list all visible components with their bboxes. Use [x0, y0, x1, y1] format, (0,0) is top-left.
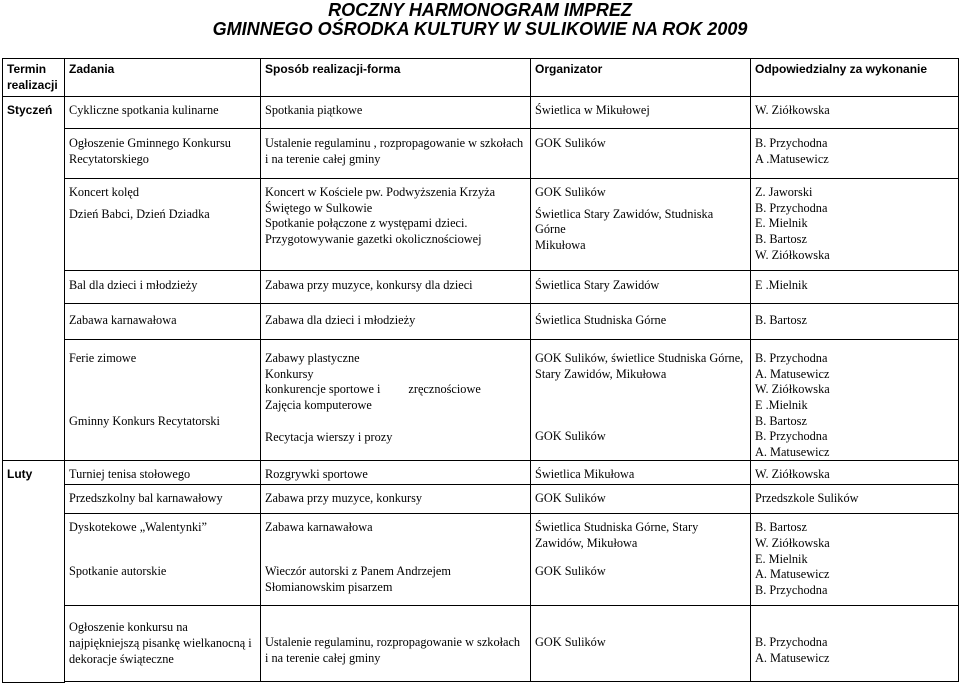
responsible-name: W. Ziółkowska [755, 382, 830, 397]
task-cell: Ogłoszenie konkursu na najpiękniejszą pisankę wielkanocną i dekoracje świąteczne [65, 606, 261, 682]
method-text: Spotkanie połączone z występami dzieci. Przygotowywanie gazetki okolicznościowej [265, 216, 482, 246]
organizer-cell: Świetlica Mikułowa [531, 461, 751, 485]
responsible-name: B. Bartosz [755, 520, 807, 535]
table-row [3, 129, 959, 179]
responsible-cell [751, 514, 959, 606]
task-cell: Zabawa karnawałowa [65, 304, 261, 340]
method-text: Zabawa karnawałowa [265, 520, 373, 535]
method-cell: Zabawa przy muzyce, konkursy dla dzieci [261, 271, 531, 304]
responsible-name: W. Ziółkowska [755, 535, 830, 550]
header-odpowiedzialny: Odpowiedzialny za wykonanie [751, 59, 959, 97]
responsible-name: A. Matusewicz [755, 567, 830, 582]
responsible-name: B. Bartosz [755, 413, 807, 428]
responsible-name: A. Matusewicz [755, 366, 830, 381]
organizer-cell: Świetlica Stary Zawidów [531, 271, 751, 304]
responsible-cell: B. Bartosz [751, 304, 959, 340]
responsible-name: Z. Jaworski [755, 185, 813, 200]
task-text: Koncert kolęd [69, 185, 139, 200]
method-text: Koncert w Kościele pw. Podwyższenia Krzyża Świętego w Sulkowie [265, 185, 496, 215]
method-text: Recytacja wierszy i prozy [265, 429, 393, 444]
page-title: ROCZNY HARMONOGRAM IMPREZ [328, 0, 632, 20]
task-text: Dzień Babci, Dzień Dziadka [69, 206, 210, 221]
method-text [265, 382, 526, 398]
task-cell: Bal dla dzieci i młodzieży [65, 271, 261, 304]
method-text: Konkursy [265, 366, 314, 381]
responsible-cell [751, 606, 959, 682]
organizer-cell [531, 340, 751, 461]
table-row [3, 304, 959, 340]
responsible-name: B. Przychodna [755, 429, 828, 444]
method-text: konkurencje sportowe i [265, 382, 381, 397]
header-organizator: Organizator [531, 59, 751, 97]
organizer-cell: GOK Sulików [531, 485, 751, 514]
method-cell: Rozgrywki sportowe [261, 461, 531, 485]
organizer-cell: GOK Sulików [531, 606, 751, 682]
organizer-cell: Świetlica w Mikułowej [531, 97, 751, 129]
table-row [3, 461, 959, 485]
responsible-name: A. Matusewicz [755, 650, 830, 665]
method-cell [261, 179, 531, 271]
method-text: zręcznościowe [408, 382, 481, 397]
page-subtitle: GMINNEGO OŚRODKA KULTURY W SULIKOWIE NA ROK 2009 [212, 19, 748, 39]
responsible-cell: W. Ziółkowska [751, 461, 959, 485]
table-row [3, 485, 959, 514]
responsible-name: A. Matusewicz [755, 444, 830, 459]
organizer-text: GOK Sulików [535, 429, 606, 444]
organizer-text: GOK Sulików [535, 563, 606, 578]
organizer-text: Świetlica Stary Zawidów, Studniska Górne [535, 206, 714, 237]
header-termin: Termin realizacji [3, 59, 65, 97]
method-cell [261, 514, 531, 606]
responsible-name: B. Przychodna [755, 136, 828, 151]
table-row [3, 97, 959, 129]
method-cell [261, 340, 531, 461]
responsible-name: B. Przychodna [755, 351, 828, 366]
method-text: Wieczór autorski z Panem Andrzejem Słomianowskim pisarzem [265, 563, 451, 594]
task-cell: Cykliczne spotkania kulinarne [65, 97, 261, 129]
responsible-name: A .Matusewicz [755, 151, 829, 166]
responsible-name: B. Przychodna [755, 635, 828, 650]
header-sposob: Sposób realizacji-forma [261, 59, 531, 97]
task-cell [65, 179, 261, 271]
responsible-name: B. Bartosz [755, 231, 807, 246]
organizer-text: GOK Sulików, świetlice Studniska Górne, Stary Zawidów, Mikułowa [535, 351, 744, 381]
task-cell: Ogłoszenie Gminnego Konkursu Recytatorskiego [65, 129, 261, 179]
task-text: Dyskotekowe „Walentynki” [69, 520, 207, 535]
responsible-name: B. Przychodna [755, 582, 828, 597]
organizer-text: GOK Sulików [535, 185, 606, 200]
table-row [3, 179, 959, 271]
responsible-cell [751, 340, 959, 461]
organizer-text: Mikułowa [535, 237, 586, 252]
responsible-name: W. Ziółkowska [755, 247, 830, 262]
table-row [3, 514, 959, 606]
task-cell [65, 514, 261, 606]
method-cell: Zabawa dla dzieci i młodzieży [261, 304, 531, 340]
task-cell: Turniej tenisa stołowego [65, 461, 261, 485]
responsible-cell [751, 129, 959, 179]
organizer-text: Świetlica Studniska Górne, Stary Zawidów, Mikułowa [535, 520, 699, 550]
organizer-cell: Świetlica Studniska Górne [531, 304, 751, 340]
responsible-name: B. Przychodna [755, 200, 828, 215]
month-luty: Luty [3, 461, 65, 683]
task-cell [65, 340, 261, 461]
task-cell: Przedszkolny bal karnawałowy [65, 485, 261, 514]
task-text: Ferie zimowe [69, 351, 137, 366]
responsible-cell: W. Ziółkowska [751, 97, 959, 129]
responsible-cell: E .Mielnik [751, 271, 959, 304]
method-cell: Ustalenie regulaminu, rozpropagowanie w szkołach i na terenie całej gminy [261, 606, 531, 682]
task-text: Spotkanie autorskie [69, 563, 167, 578]
responsible-name: E .Mielnik [755, 397, 808, 412]
header-row [3, 59, 959, 97]
header-zadania: Zadania [65, 59, 261, 97]
organizer-cell: GOK Sulików [531, 129, 751, 179]
method-text: Zajęcia komputerowe [265, 397, 372, 412]
table-row [3, 271, 959, 304]
method-cell: Zabawa przy muzyce, konkursy [261, 485, 531, 514]
schedule-table [2, 58, 959, 683]
table-row [3, 606, 959, 682]
responsible-name: E. Mielnik [755, 216, 808, 231]
month-styczen: Styczeń [3, 97, 65, 461]
method-cell: Ustalenie regulaminu , rozpropagowanie w szkołach i na terenie całej gminy [261, 129, 531, 179]
responsible-cell: Przedszkole Sulików [751, 485, 959, 514]
responsible-cell [751, 179, 959, 271]
table-row [3, 340, 959, 461]
responsible-name: E. Mielnik [755, 551, 808, 566]
method-text: Zabawy plastyczne [265, 351, 360, 366]
method-cell: Spotkania piątkowe [261, 97, 531, 129]
organizer-cell [531, 514, 751, 606]
organizer-cell [531, 179, 751, 271]
task-text: Gminny Konkurs Recytatorski [69, 413, 220, 428]
